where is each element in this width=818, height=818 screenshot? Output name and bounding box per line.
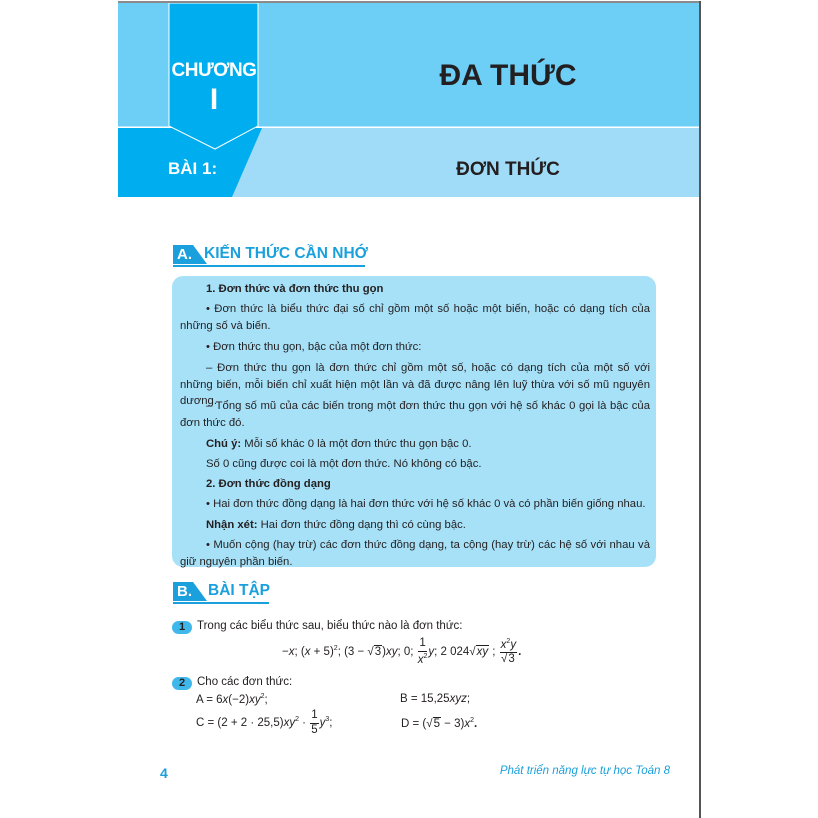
- exercise-1-prompt: Trong các biểu thức sau, biểu thức nào là đơn thức:: [197, 620, 463, 632]
- section-title: KIẾN THỨC CẦN NHỚ: [204, 245, 368, 262]
- paragraph-4: – Tổng số mũ của các biến trong một đơn thức thu gọn với hệ số khác 0 gọi là bậc của đơn thức đó.: [180, 400, 650, 429]
- section-letter: A.: [177, 246, 192, 263]
- paragraph-7: • Muốn cộng (hay trừ) các đơn thức đồng dạng, ta cộng (hay trừ) các hệ số với nhau và giữ nguyên phần biến.: [180, 539, 650, 568]
- chapter-number: I: [209, 83, 219, 116]
- chapter-label: CHƯƠNG: [171, 60, 257, 81]
- chapter-title: ĐA THỨC: [439, 59, 577, 92]
- paragraph-2: • Đơn thức thu gọn, bậc của một đơn thức:: [206, 341, 422, 353]
- paragraph-6: • Hai đơn thức đồng dạng là hai đơn thức với hệ số khác 0 và có phần biến giống nhau.: [206, 498, 646, 510]
- monomial-a: $A = 6x(-2)xy^2$;: [196, 693, 268, 706]
- section-underline: [173, 265, 365, 267]
- exercise-2-prompt: Cho các đơn thức:: [197, 676, 293, 688]
- monomial-b: B = 15,25xyz;: [400, 693, 471, 705]
- paragraph-1: • Đơn thức là biểu thức đại số chỉ gồm một số hoặc một biến, hoặc có dạng tích của những số và biến.: [180, 303, 650, 332]
- paragraph-5: Số 0 cũng được coi là một đơn thức. Nó không có bậc.: [206, 458, 482, 470]
- page-number: 4: [160, 765, 168, 781]
- lesson-label: BÀI 1:: [168, 159, 218, 178]
- section-letter: B.: [177, 583, 192, 600]
- heading-2: 2. Đơn thức đồng dạng: [206, 478, 331, 490]
- knowledge-box: [172, 276, 656, 567]
- note-label: Chú ý:: [206, 438, 242, 450]
- monomial-c: $C = (2 + 2 \cdot 25,5)xy^2$ · $\frac{1}{5}$ $y^3$;: [196, 709, 333, 736]
- lesson-title: ĐƠN THỨC: [456, 159, 560, 180]
- exercise-number-badge: 2: [172, 677, 192, 690]
- book-title: Phát triển năng lực tự học Toán 8: [499, 765, 670, 777]
- note-text: Mỗi số khác 0 là một đơn thức thu gọn bậc 0.: [241, 438, 472, 450]
- exercise-1-expressions: −x; $(x + 5)^2$; (3 − √3)xy; 0; $\frac{1}{x^2}$ y; 2 024√xy ; $\frac{x^2y}{√3}$ .: [282, 637, 522, 666]
- exercise-number-badge: 1: [172, 621, 192, 634]
- section-title: BÀI TẬP: [208, 582, 270, 599]
- chapter-header: [118, 3, 699, 197]
- remark-text: Hai đơn thức đồng dạng thì có cùng bậc.: [257, 519, 466, 531]
- monomial-d: $D = (√5 - 3)x^2$.: [401, 717, 478, 730]
- paragraph-3: – Đơn thức thu gọn là đơn thức chỉ gồm một số, hoặc có dạng tích của một số với những biến, mỗi biến chỉ xuất hiện một lần và đã được nâng lên luỹ thừa với số mũ nguyên dương.: [180, 362, 650, 407]
- heading-1: 1. Đơn thức và đơn thức thu gọn: [206, 283, 384, 295]
- remark-label: Nhận xét:: [206, 519, 258, 531]
- page-right-border: [699, 1, 701, 818]
- section-underline: [173, 602, 269, 604]
